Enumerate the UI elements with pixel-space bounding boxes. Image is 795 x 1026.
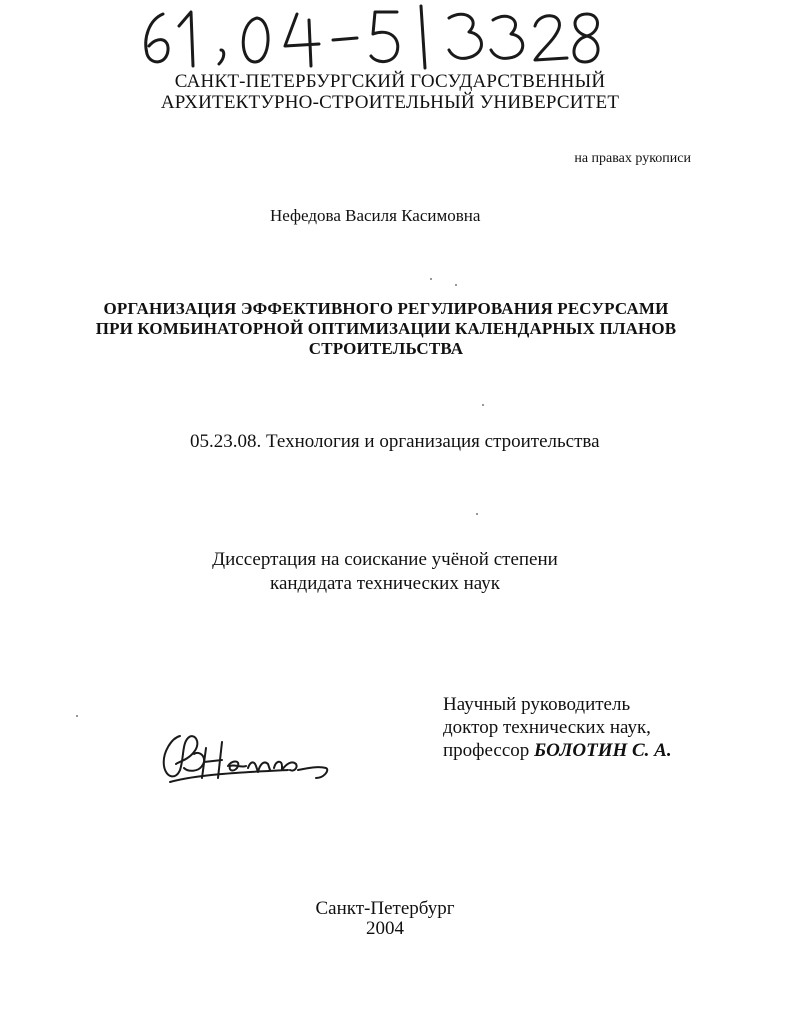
scan-speck [430, 278, 432, 280]
university-name-line2: АРХИТЕКТУРНО-СТРОИТЕЛЬНЫЙ УНИВЕРСИТЕТ [160, 92, 620, 113]
author-name: Нефедова Василя Касимовна [270, 206, 481, 225]
advisor-rank: профессор [443, 740, 530, 761]
manuscript-rights-note: на правах рукописи [574, 151, 691, 166]
scan-speck [76, 715, 78, 717]
advisor-name: БОЛОТИН С. А. [534, 740, 672, 761]
handwritten-catalog-code [135, 4, 605, 70]
thesis-title-line1: ОРГАНИЗАЦИЯ ЭФФЕКТИВНОГО РЕГУЛИРОВАНИЯ РЕСУРСАМИ [103, 299, 669, 318]
thesis-title-line3: СТРОИТЕЛЬСТВА [308, 339, 464, 358]
specialty-code: 05.23.08. Технология и организация строительства [190, 431, 600, 452]
degree-line1: Диссертация на соискание учёной степени [212, 549, 558, 570]
university-name-line1: САНКТ-ПЕТЕРБУРГСКИЙ ГОСУДАРСТВЕННЫЙ [174, 71, 606, 92]
thesis-title-line2: ПРИ КОМБИНАТОРНОЙ ОПТИМИЗАЦИИ КАЛЕНДАРНЫХ ПЛАНОВ [95, 319, 677, 338]
advisor-degree: доктор технических наук, [443, 717, 651, 738]
scan-speck [455, 284, 457, 286]
scan-speck [476, 513, 478, 515]
scan-speck [482, 404, 484, 406]
degree-line2: кандидата технических наук [270, 573, 500, 594]
advisor-title-line [443, 739, 672, 763]
author-signature [158, 728, 333, 788]
publication-year: 2004 [366, 918, 404, 939]
place-of-publication: Санкт-Петербург [315, 898, 455, 919]
advisor-label: Научный руководитель [443, 694, 631, 715]
